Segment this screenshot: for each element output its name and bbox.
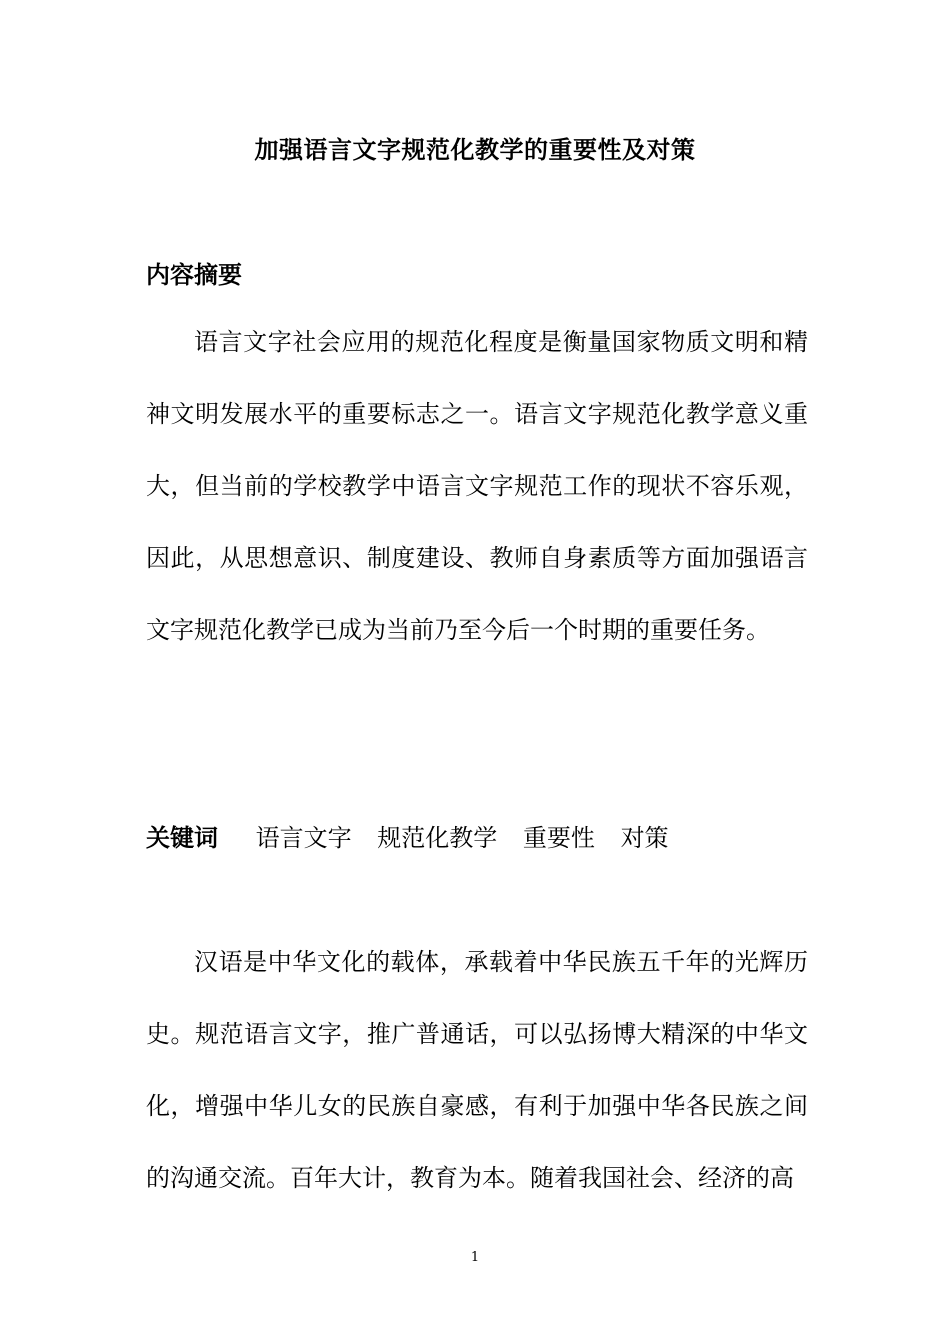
keywords-line xyxy=(146,818,687,858)
keyword-item: 对策 xyxy=(620,824,669,852)
abstract-paragraph: 语言文字社会应用的规范化程度是衡量国家物质文明和精神文明发展水平的重要标志之一。语言文字规范化教学意义重大，但当前的学校教学中语言文字规范工作的现状不容乐观，因此，从思想意识、制度建设、教师自身素质等方面加强语言文字规范化教学已成为当前乃至今后一个时期的重要任务。 xyxy=(146,328,808,644)
keyword-item: 重要性 xyxy=(522,824,595,852)
keywords-label: 关键词 xyxy=(146,823,218,852)
keyword-item: 语言文字 xyxy=(255,824,352,852)
body-paragraph: 汉语是中华文化的载体，承载着中华民族五千年的光辉历史。规范语言文字，推广普通话，可以弘扬博大精深的中华文化，增强中华儿女的民族自豪感，有利于加强中华各民族之间的沟通交流。百年大计，教育为本。随着我国社会、经济的高 xyxy=(146,948,808,1192)
page-number: 1 xyxy=(470,1250,480,1265)
keyword-item: 规范化教学 xyxy=(377,824,498,852)
document-title: 加强语言文字规范化教学的重要性及对策 xyxy=(254,135,696,164)
abstract-heading: 内容摘要 xyxy=(146,260,242,289)
